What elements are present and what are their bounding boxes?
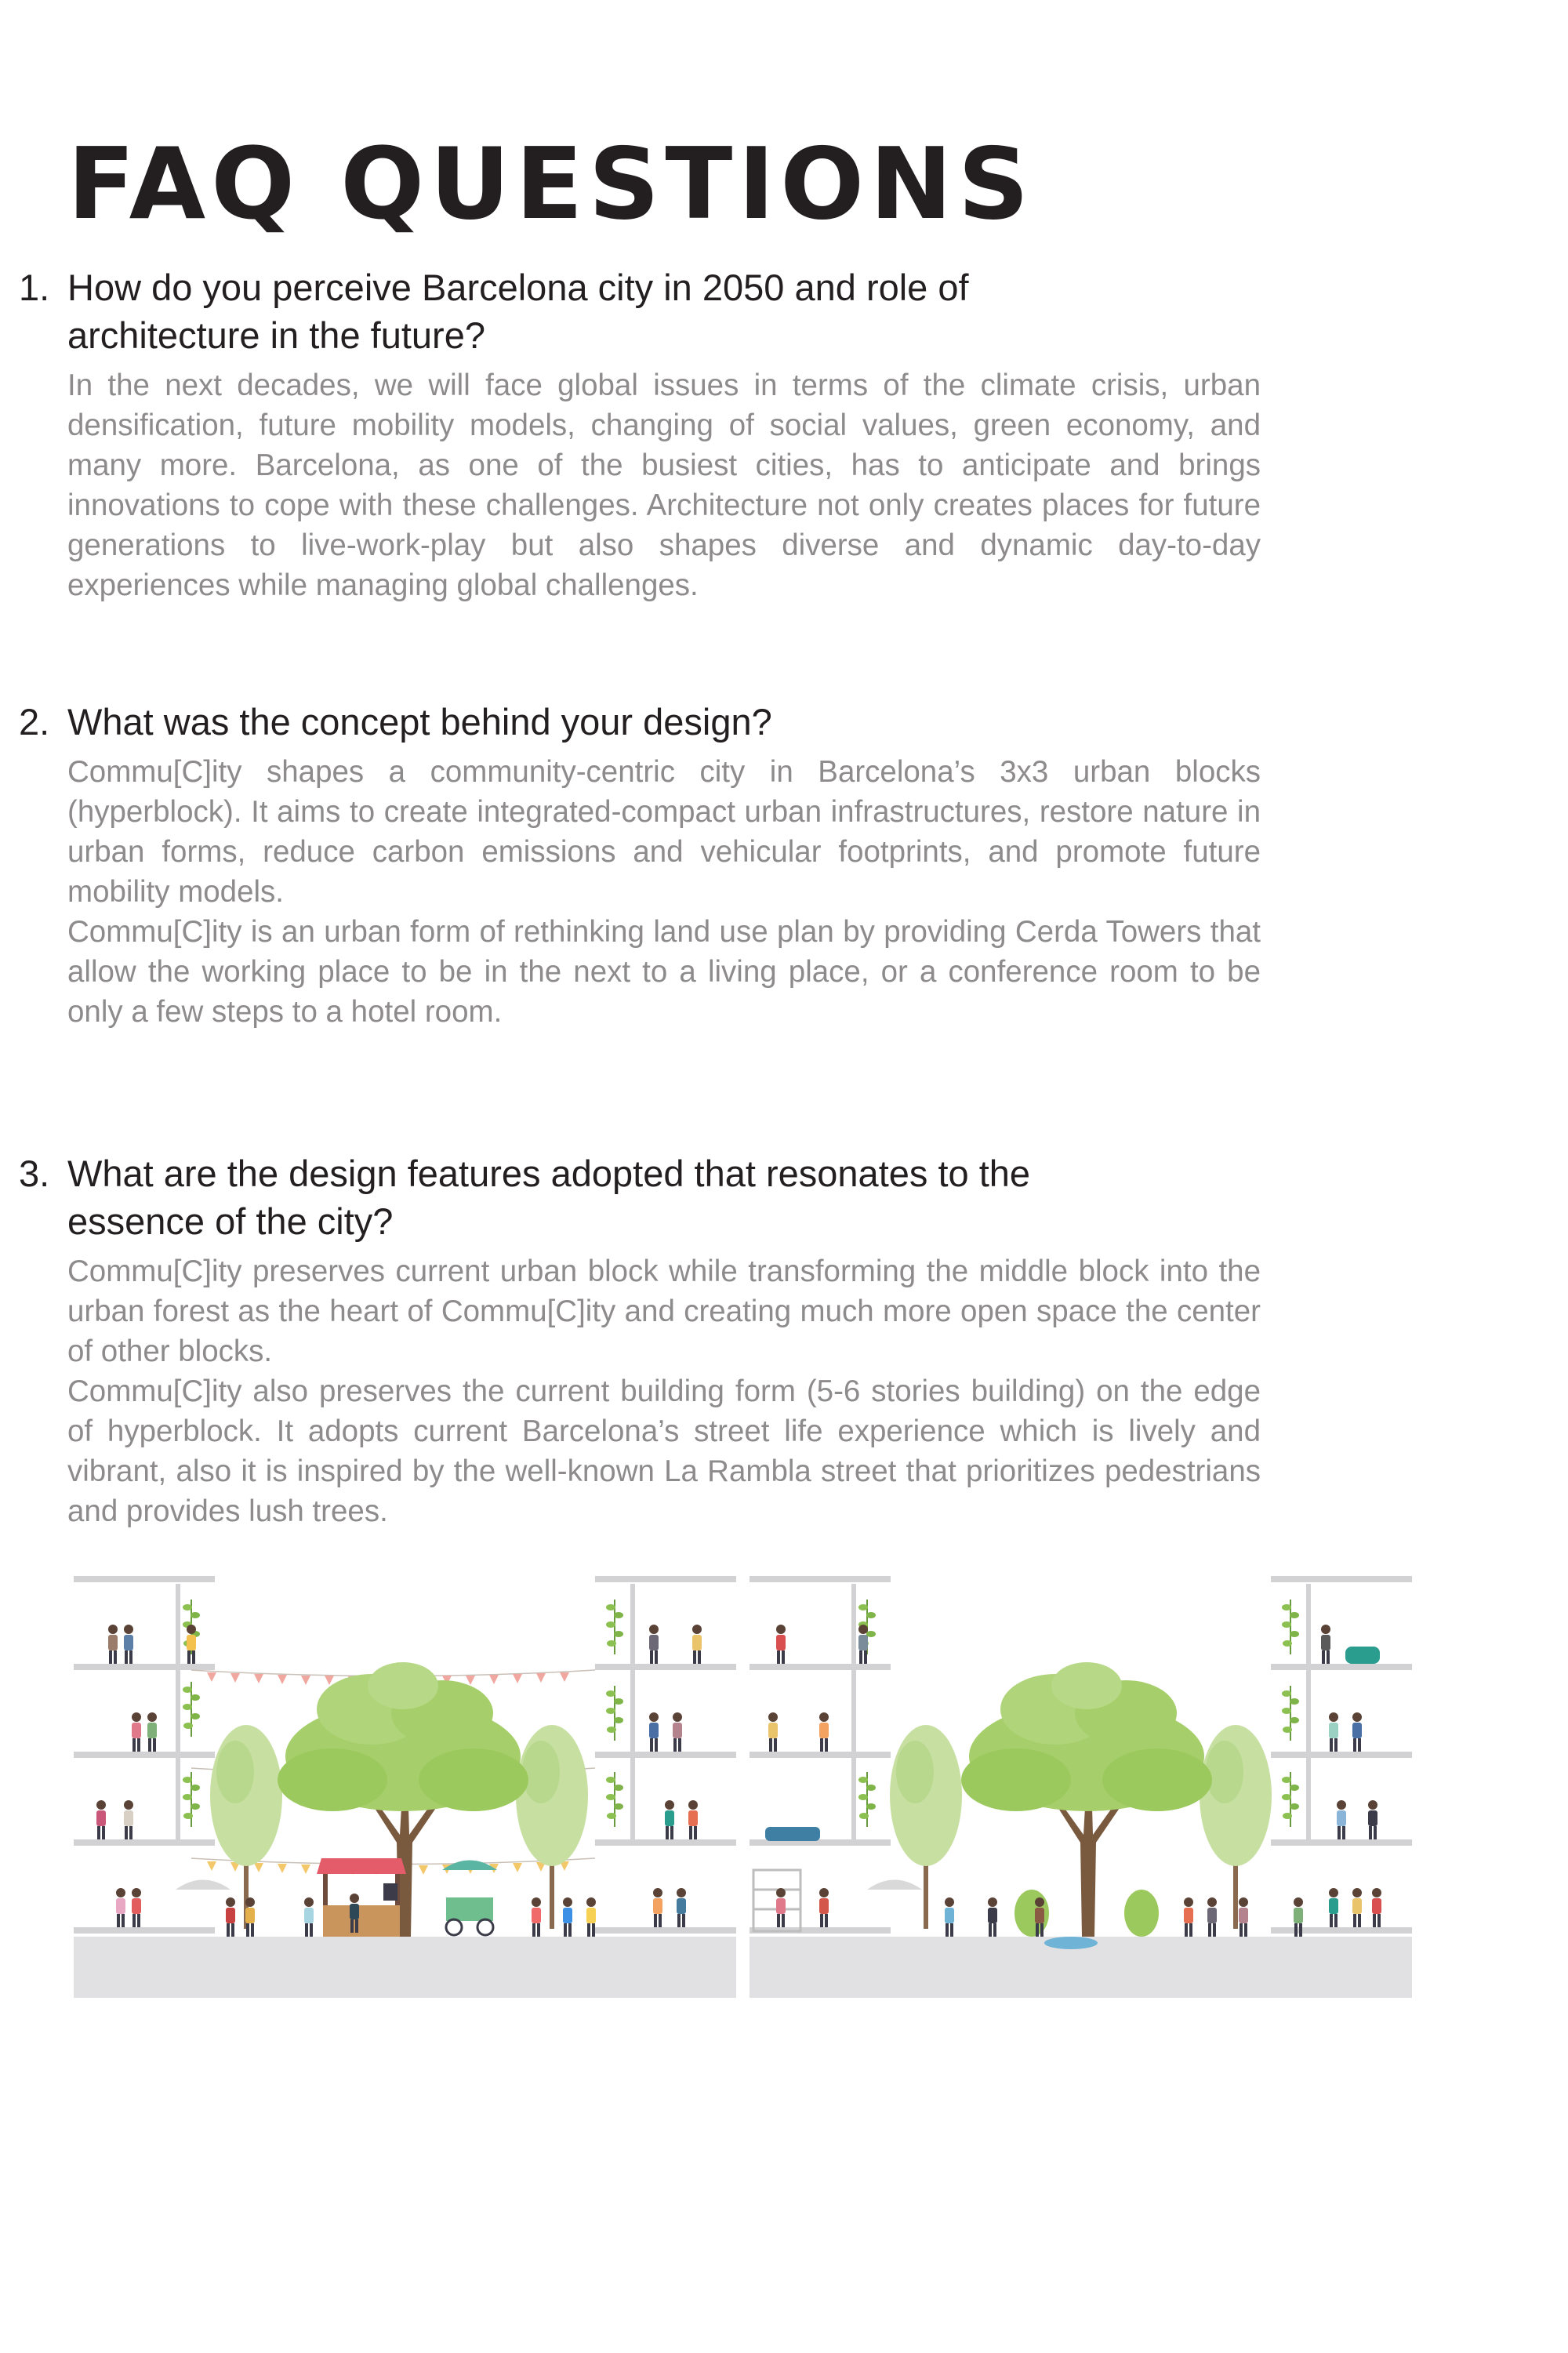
faq-answer-paragraph: In the next decades, we will face global issues in terms of the climate crisis, urban densification, future mobility models, changing of social values, green economy, and many more. Barcelona, as one of the busiest cities, has to anticipate and brings innovations to cope with these challenges. Architecture not only creates places for future generations to live-work-play but also shapes diverse and dynamic day-to-day experiences while managing global challenges. — [67, 369, 1261, 602]
page-title: FAQ QUESTIONS — [67, 126, 1035, 241]
faq-answer-paragraph: Commu[C]ity preserves current urban block while transforming the middle block into the urban forest as the heart of Commu[C]ity and creating much more open space the center of other blocks. — [67, 1255, 1261, 1368]
faq-question-text: What was the concept behind your design? — [67, 701, 772, 743]
faq-number: 2. — [19, 701, 50, 743]
faq-question-text: What are the design features adopted that resonates to the essence of the city? — [67, 1153, 1031, 1242]
faq-item-2 — [0, 698, 1333, 1032]
left-section — [74, 1576, 736, 1998]
faq-answer — [67, 752, 1261, 1032]
faq-question — [0, 698, 1165, 746]
faq-question — [0, 263, 1165, 359]
faq-answer-paragraph: Commu[C]ity also preserves the current building form (5-6 stories building) on the edge of hyperblock. It adopts current Barcelona’s street life experience which is lively and vibrant, also it is inspired by the well-known La Rambla street that prioritizes pedestrians and provides lush trees. — [67, 1374, 1261, 1528]
faq-item-3 — [0, 1149, 1333, 1531]
faq-answer — [67, 1251, 1261, 1531]
faq-number: 3. — [19, 1153, 50, 1194]
faq-question-text: How do you perceive Barcelona city in 2050 and role of architecture in the future? — [67, 267, 969, 356]
faq-question — [0, 1149, 1165, 1245]
faq-answer-paragraph: Commu[C]ity is an urban form of rethinking land use plan by providing Cerda Towers that allow the working place to be in the next to a living place, or a conference room to be only a few steps to a hotel room. — [67, 915, 1261, 1029]
right-section — [750, 1576, 1412, 1998]
faq-answer — [67, 365, 1261, 605]
faq-number: 1. — [19, 267, 50, 308]
faq-item-1 — [0, 263, 1333, 605]
street-section-illustration — [74, 1576, 1422, 1999]
faq-answer-paragraph: Commu[C]ity shapes a community-centric city in Barcelona’s 3x3 urban blocks (hyperblock). It aims to create integrated-compact urban infrastructures, restore nature in urban forms, reduce carbon emissions and vehicular footprints, and promote future mobility models. — [67, 755, 1261, 909]
